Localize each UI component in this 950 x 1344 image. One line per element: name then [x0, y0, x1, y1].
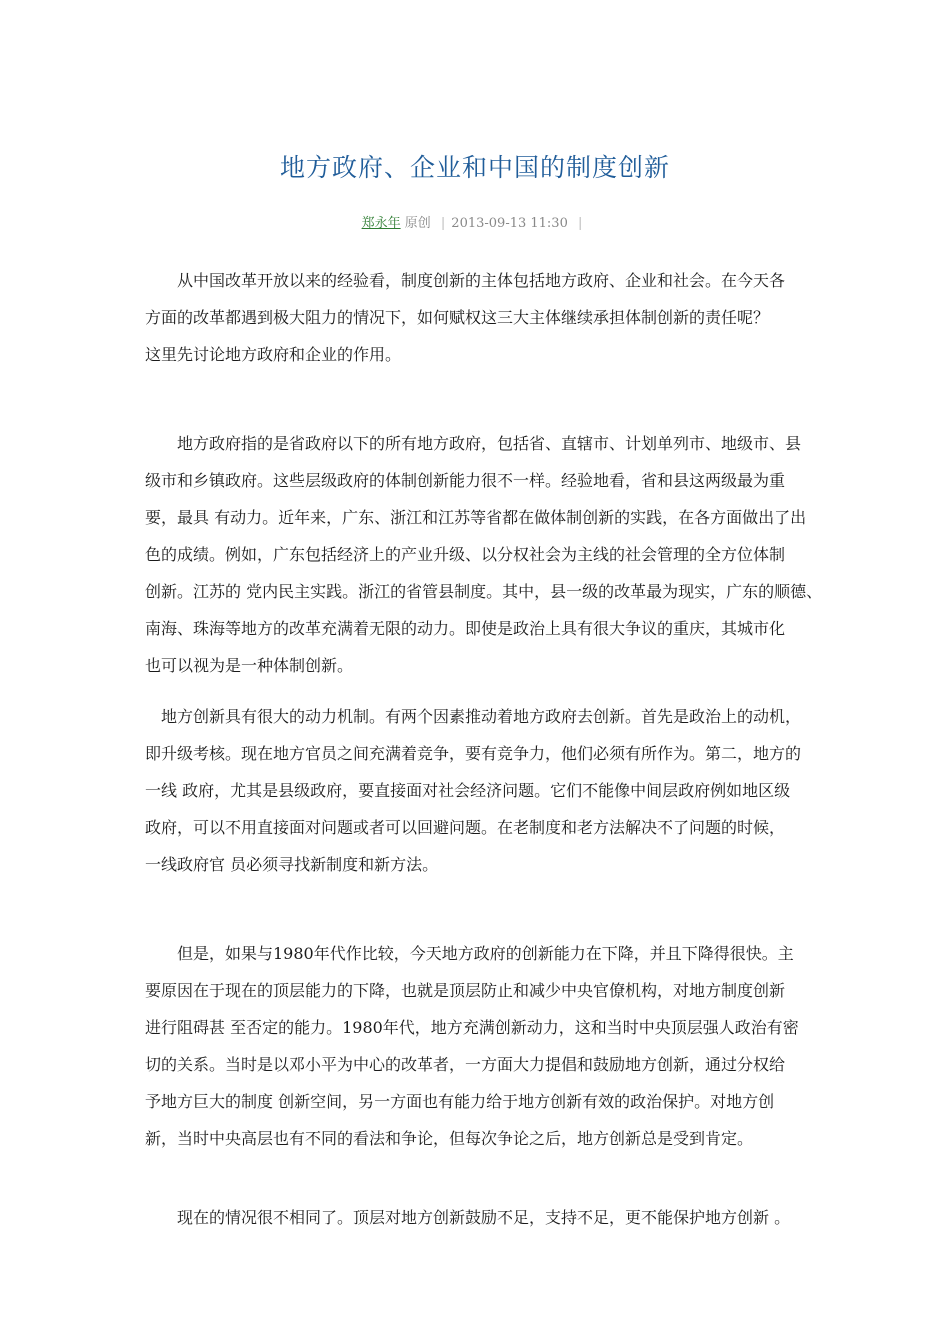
- text-line: 但是，如果与1980年代作比较，今天地方政府的创新能力在下降，并且下降得很快。主: [145, 944, 794, 963]
- text-line: 一线政府官 员必须寻找新制度和新方法。: [145, 855, 439, 874]
- author-link[interactable]: 郑永年: [361, 216, 401, 231]
- text-line: 南海、珠海等地方的改革充满着无限的动力。即使是政治上具有很大争议的重庆，其城市化: [145, 619, 786, 638]
- text-line: 切的关系。当时是以邓小平为中心的改革者，一方面大力提倡和鼓励地方创新，通过分权给: [145, 1055, 786, 1074]
- article-body: [145, 262, 825, 1236]
- text-line: 这里先讨论地方政府和企业的作用。: [145, 345, 402, 364]
- text-line: 地方创新具有很大的动力机制。有两个因素推动着地方政府去创新。首先是政治上的动机，: [145, 707, 802, 726]
- article-meta: [0, 212, 950, 231]
- text-line: 从中国改革开放以来的经验看，制度创新的主体包括地方政府、企业和社会。在今天各: [145, 271, 786, 290]
- meta-separator: |: [578, 216, 583, 231]
- text-line: 创新。江苏的 党内民主实践。浙江的省管县制度。其中，县一级的改革最为现实，广东的顺德、: [145, 582, 823, 601]
- text-line: 级市和乡镇政府。这些层级政府的体制创新能力很不一样。经验地看，省和县这两级最为重: [145, 471, 786, 490]
- text-line: 也可以视为是一种体制创新。: [145, 656, 354, 675]
- text-line: 即升级考核。现在地方官员之间充满着竞争，要有竞争力，他们必须有所作为。第二，地方的: [145, 744, 802, 763]
- text-line: 色的成绩。例如，广东包括经济上的产业升级、以分权社会为主线的社会管理的全方位体制: [145, 545, 786, 564]
- article-type: 原创: [404, 216, 431, 231]
- paragraph-4: [145, 935, 825, 1157]
- paragraph-2: [145, 425, 825, 684]
- text-line: 方面的改革都遇到极大阻力的情况下，如何赋权这三大主体继续承担体制创新的责任呢？: [145, 308, 770, 327]
- paragraph-3: [145, 698, 825, 883]
- text-line: 要原因在于现在的顶层能力的下降，也就是顶层防止和减少中央官僚机构，对地方制度创新: [145, 981, 786, 1000]
- text-line: 新，当时中央高层也有不同的看法和争论，但每次争论之后，地方创新总是受到肯定。: [145, 1129, 754, 1148]
- paragraph-1: [145, 262, 825, 373]
- text-line: 地方政府指的是省政府以下的所有地方政府，包括省、直辖市、计划单列市、地级市、县: [145, 434, 802, 453]
- meta-separator: |: [440, 216, 446, 231]
- article-title: 地方政府、企业和中国的制度创新: [279, 153, 670, 182]
- article-datetime: 2013-09-13 11:30: [451, 216, 568, 231]
- text-line: 现在的情况很不相同了。顶层对地方创新鼓励不足，支持不足，更不能保护地方创新 。: [145, 1208, 791, 1227]
- text-line: 要，最具 有动力。近年来，广东、浙江和江苏等省都在做体制创新的实践，在各方面做出了出: [145, 508, 807, 527]
- text-line: 一线 政府，尤其是县级政府，要直接面对社会经济问题。它们不能像中间层政府例如地区级: [145, 781, 791, 800]
- text-line: 进行阻碍甚 至否定的能力。1980年代，地方充满创新动力，这和当时中央顶层强人政治有密: [145, 1018, 799, 1037]
- text-line: 政府，可以不用直接面对问题或者可以回避问题。在老制度和老方法解决不了问题的时候，: [145, 818, 786, 837]
- text-line: 予地方巨大的制度 创新空间，另一方面也有能力给于地方创新有效的政治保护。对地方创: [145, 1092, 775, 1111]
- paragraph-5: [145, 1199, 825, 1236]
